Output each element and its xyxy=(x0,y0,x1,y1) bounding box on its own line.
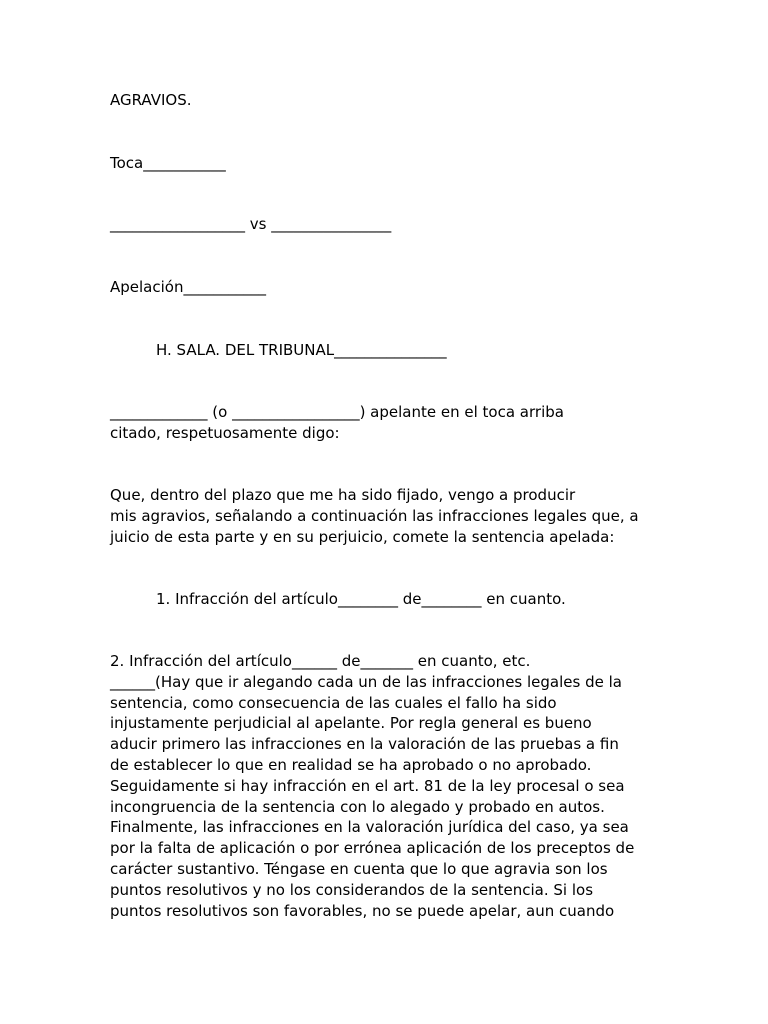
item-2-paragraph: 2. Infracción del artículo______ de_______ en cuanto, etc. ______(Hay que ir alegando cada un de las infracciones legales de la sentencia, como consecuencia de las cuales el fallo ha sido injustamente perjudicial al apelante. Por regla general es bueno aducir primero las infracciones en la valoración de las pruebas a fin de establecer lo que en realidad se ha aprobado o no aprobado. Seguidamente si hay infracción en el art. 81 de la ley procesal o sea incongruencia de la sentencia con lo alegado y probado en autos. Finalmente, las infracciones en la valoración jurídica del caso, ya sea por la falta de aplicación o por errónea aplicación de los preceptos de carácter sustantivo. Téngase en cuenta que lo que agravia son los puntos resolutivos y no los considerandos de la sentencia. Si los puntos resolutivos son favorables, no se puede apelar, aun cuando xyxy=(110,652,635,920)
parties-line: __________________ vs ________________ xyxy=(110,215,392,233)
document-title: AGRAVIOS. xyxy=(110,91,192,109)
intro-paragraph: _____________ (o _________________) apelante en el toca arriba citado, respetuosamente digo: xyxy=(110,403,564,442)
sala-heading: H. SALA. DEL TRIBUNAL_______________ xyxy=(156,341,447,359)
opening-paragraph: Que, dentro del plazo que me ha sido fijado, vengo a producir mis agravios, señalando a continuación las infracciones legales que, a juicio de esta parte y en su perjuicio, comete la sentencia apelada: xyxy=(110,486,639,546)
item-1: 1. Infracción del artículo________ de________ en cuanto. xyxy=(156,590,566,608)
toca-field: Toca___________ xyxy=(110,154,226,172)
apelacion-field: Apelación___________ xyxy=(110,278,266,296)
